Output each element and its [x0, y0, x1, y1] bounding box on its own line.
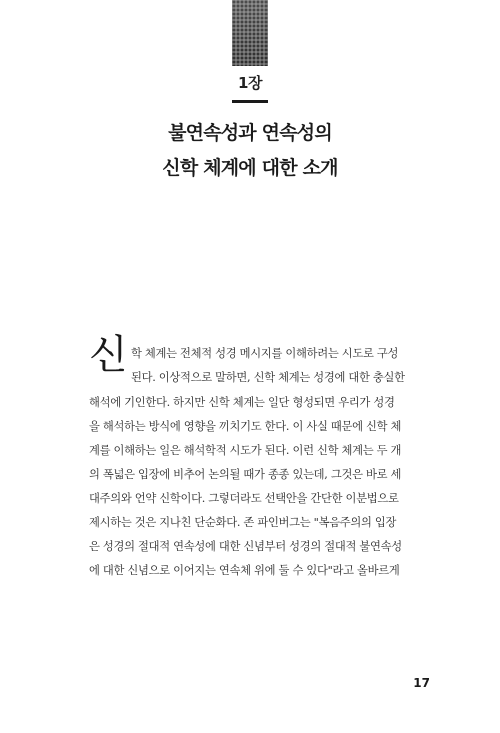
- body-text-line: 의 폭넓은 입장에 비추어 논의될 때가 종종 있는데, 그것은 바로 세: [89, 468, 402, 481]
- body-text-line: 학 체계는 전체적 성경 메시지를 이해하려는 시도로 구성: [131, 347, 399, 360]
- body-text-line: 은 성경의 절대적 연속성에 대한 신념부터 성경의 절대적 불연속성: [89, 540, 402, 553]
- page-number: 17: [413, 676, 430, 690]
- chapter-title-line-2: 신학 체계에 대한 소개: [162, 157, 338, 179]
- body-text-line: 에 대한 신념으로 이어지는 연속체 위에 둘 수 있다"라고 올바르게: [89, 564, 400, 577]
- body-text-line: 제시하는 것은 지나친 단순화다. 존 파인버그는 "복음주의의 입장: [89, 516, 397, 529]
- drop-cap: 신: [89, 332, 128, 378]
- body-text-line: 을 해석하는 방식에 영향을 끼치기도 한다. 이 사실 때문에 신학 체: [89, 420, 402, 433]
- body-text-line: 대주의와 언약 신학이다. 그렇더라도 선택안을 간단한 이분법으로: [89, 492, 399, 505]
- chapter-title-line-1: 불연속성과 연속성의: [168, 122, 332, 144]
- body-text-line: 계를 이해하는 일은 해석학적 시도가 된다. 이런 신학 체계는 두 개: [89, 444, 402, 457]
- chapter-label: 1장: [238, 74, 262, 92]
- body-text-line: 해석에 기인한다. 하지만 신학 체계는 일단 형성되면 우리가 성경: [89, 396, 395, 409]
- chapter-dot-banner: [232, 0, 268, 66]
- chapter-underline: [232, 100, 268, 103]
- body-text-line: 된다. 이상적으로 말하면, 신학 체계는 성경에 대한 충실한: [131, 371, 405, 384]
